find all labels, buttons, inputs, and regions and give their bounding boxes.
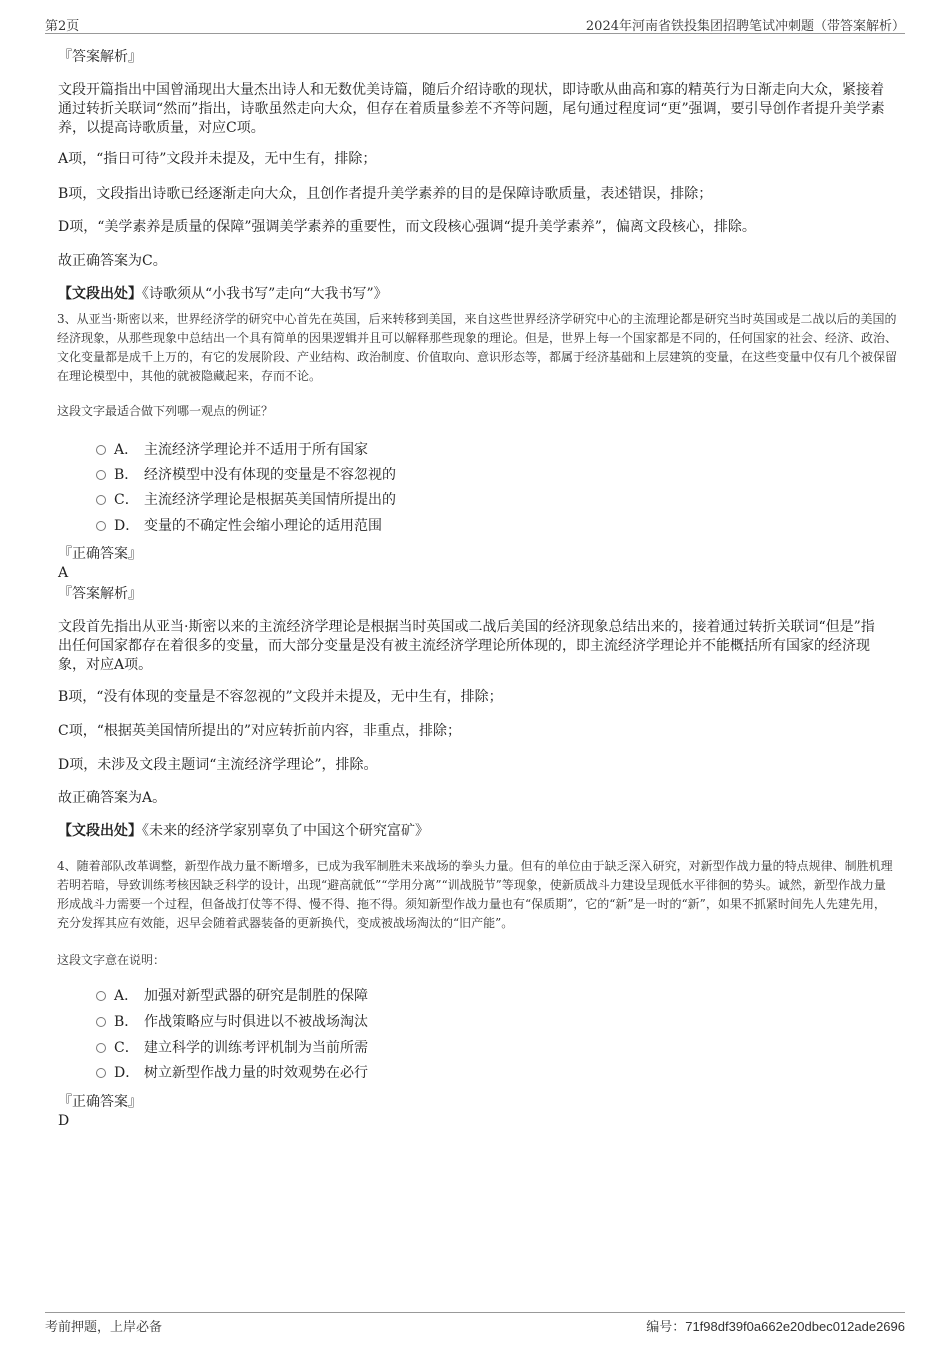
analysis-label: 『答案解析』 xyxy=(58,586,142,602)
source-title: 《诗歌须从“小我书写”走向“大我书写”》 xyxy=(142,286,388,302)
question-3-passage: 3、从亚当·斯密以来，世界经济学的研究中心首先在英国，后来转移到美国，来自这些世界经济学研究中心的主流理论都是研究当时英国或是二战以后的美国的经济现象，从那些现象中总结出一个具有简单的因果逻辑并且可以解释那些现象的理论。但是，世界上每一个国家都是不同的，任何国家的社会、经济、政治、文化变量都是成千上万的，有它的发展阶段、产业结构、政治制度、价值取向、意识形态等，都属于经济基础和上层建筑的变量，在这些变量中仅有几个被保留在理论模型中，其他的就被隐藏起来，存而不论。 xyxy=(57,312,898,383)
source-label: 【文段出处】 xyxy=(58,823,142,839)
option-d-note: D项，“美学素养是质量的保障”强调美学素养的重要性，而文段核心强调“提升美学素养”，偏离文段核心，排除。 xyxy=(58,219,756,235)
analysis-label: 『答案解析』 xyxy=(58,49,142,65)
radio-button[interactable] xyxy=(96,470,106,480)
q3-option-c[interactable]: C． 主流经济学理论是根据英美国情所提出的 xyxy=(96,490,396,510)
q4-option-c[interactable]: C． 建立科学的训练考评机制为当前所需 xyxy=(96,1038,368,1058)
q3-option-d[interactable]: D． 变量的不确定性会缩小理论的适用范围 xyxy=(96,516,382,536)
q3-option-a[interactable]: A． 主流经济学理论并不适用于所有国家 xyxy=(96,440,368,460)
radio-button[interactable] xyxy=(96,1043,106,1053)
q3-option-b[interactable]: B． 经济模型中没有体现的变量是不容忽视的 xyxy=(96,465,396,485)
question-3-prompt: 这段文字最适合做下列哪一观点的例证？ xyxy=(57,404,274,418)
q4-option-b[interactable]: B． 作战策略应与时俱进以不被战场淘汰 xyxy=(96,1012,368,1032)
q4-option-a[interactable]: A． 加强对新型武器的研究是制胜的保障 xyxy=(96,986,368,1006)
question-4-prompt: 这段文字意在说明： xyxy=(57,953,166,967)
radio-button[interactable] xyxy=(96,445,106,455)
code-label: 编号： xyxy=(646,1320,686,1335)
page-footer xyxy=(45,1312,905,1333)
source-title: 《未来的经济学家别辜负了中国这个研究富矿》 xyxy=(142,823,429,839)
answer-label: 『正确答案』 xyxy=(58,546,142,562)
q4-option-d[interactable]: D． 树立新型作战力量的时效观势在必行 xyxy=(96,1063,368,1083)
analysis-text: 文段首先指出从亚当·斯密以来的主流经济学理论是根据当时英国或二战后美国的经济现象总结出来的，接着通过转折关联词“但是”指出任何国家都存在着很多的变量，而大部分变量是没有被主流经济学理论所体现的，即主流经济学理论并不能概括所有国家的经济现象，对应A项。 xyxy=(58,619,875,673)
option-b-note: B项，文段指出诗歌已经逐渐走向大众，且创作者提升美学素养的目的是保障诗歌质量，表述错误，排除； xyxy=(58,186,713,202)
source-line xyxy=(58,285,888,304)
document-code xyxy=(646,1316,905,1335)
conclusion: 故正确答案为A。 xyxy=(58,790,167,806)
page-number: 第2页 xyxy=(45,19,80,34)
option-b-note: B项，“没有体现的变量是不容忽视的”文段并未提及，无中生有，排除； xyxy=(58,689,503,705)
answer-value: A xyxy=(58,565,69,581)
source-line xyxy=(58,822,888,841)
radio-button[interactable] xyxy=(96,495,106,505)
code-value: 71f98df39f0a662e20dbec012ade2696 xyxy=(685,1319,905,1334)
option-a-note: A项，“指日可待”文段并未提及，无中生有，排除； xyxy=(58,151,377,167)
radio-button[interactable] xyxy=(96,521,106,531)
analysis-text: 文段开篇指出中国曾涌现出大量杰出诗人和无数优美诗篇，随后介绍诗歌的现状，即诗歌从曲高和寡的精英行为日渐走向大众，紧接着通过转折关联词“然而”指出，诗歌虽然走向大众，但存在着质量参差不齐等问题，尾句通过程度词“更”强调，要引导创作者提升美学素养，以提高诗歌质量，对应C项。 xyxy=(58,82,885,136)
source-label: 【文段出处】 xyxy=(58,286,142,302)
conclusion: 故正确答案为C。 xyxy=(58,253,167,269)
radio-button[interactable] xyxy=(96,991,106,1001)
answer-value: D xyxy=(58,1113,70,1129)
option-c-note: C项，“根据英美国情所提出的”对应转折前内容，非重点，排除； xyxy=(58,723,462,739)
footer-slogan: 考前押题，上岸必备 xyxy=(45,1320,163,1335)
radio-button[interactable] xyxy=(96,1068,106,1078)
answer-label: 『正确答案』 xyxy=(58,1094,142,1110)
option-d-note: D项，未涉及文段主题词“主流经济学理论”，排除。 xyxy=(58,757,378,773)
question-4-passage: 4、随着部队改革调整，新型作战力量不断增多，已成为我军制胜未来战场的拳头力量。但有的单位由于缺乏深入研究，对新型作战力量的特点规律、制胜机理若明若暗，导致训练考核因缺乏科学的设计，出现“避高就低”“学用分离”“训战脱节”等现象，使新质战斗力建设呈现低水平徘徊的势头。诚然，新型作战力量形成战斗力需要一个过程，但备战打仗等不得、慢不得、拖不得。须知新型作战力量也有“保质期”，它的“新”是一时的“新”，如果不抓紧时间先人先建先用，充分发挥其应有效能，迟早会随着武器装备的更新换代，变成被战场淘汰的“旧产能”。 xyxy=(57,859,893,930)
document-title: 2024年河南省铁投集团招聘笔试冲刺题（带答案解析） xyxy=(585,19,905,34)
radio-button[interactable] xyxy=(96,1017,106,1027)
